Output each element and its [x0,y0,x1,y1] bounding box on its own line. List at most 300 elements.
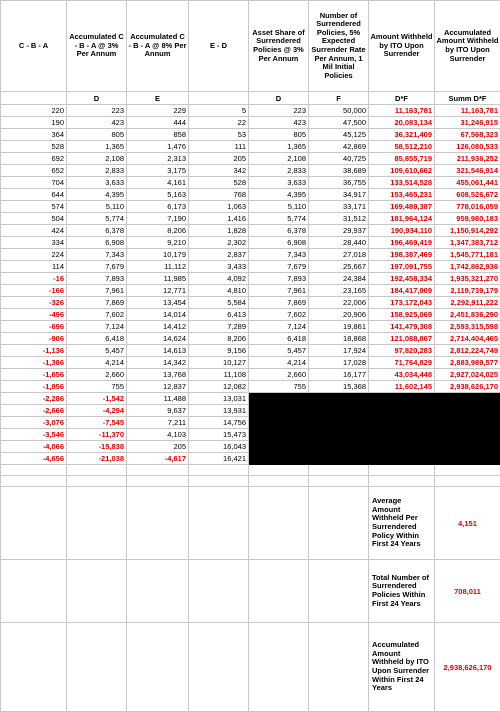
table-cell: 11,112 [127,261,189,273]
table-cell: 6,173 [127,201,189,213]
table-cell: 2,938,626,170 [435,381,500,393]
table-cell: -1,656 [1,369,67,381]
table-cell: 13,768 [127,369,189,381]
table-cell: 364 [1,129,67,141]
column-header: E - D [189,1,249,92]
table-cell: 17,028 [309,357,369,369]
empty-cell [1,560,67,623]
table-row [1,453,500,465]
table-cell: -4,656 [1,453,67,465]
table-cell: 2,714,404,465 [435,333,500,345]
table-row [1,225,500,237]
table-cell [249,453,309,465]
table-row [1,405,500,417]
table-cell: 13,454 [127,297,189,309]
table-cell [435,441,500,453]
table-cell: 29,937 [309,225,369,237]
empty-cell [309,623,369,712]
summary-label: Total Number of Surrendered Policies Within First 24 Years [369,560,435,623]
table-cell: -11,370 [67,429,127,441]
table-cell: 3,433 [189,261,249,273]
empty-cell [67,623,127,712]
table-row [1,189,500,201]
table-cell [309,429,369,441]
header-row [1,1,500,92]
empty-cell [189,487,249,560]
table-cell: 7,602 [67,309,127,321]
table-cell: -2,286 [1,393,67,405]
table-cell: -7,545 [67,417,127,429]
table-cell: 109,610,662 [369,165,435,177]
table-row [1,417,500,429]
table-cell: 2,883,989,577 [435,357,500,369]
table-cell: 6,908 [249,237,309,249]
empty-cell [369,476,435,487]
table-cell: 2,302 [189,237,249,249]
summary-row [1,487,500,560]
table-row [1,393,500,405]
table-cell: 36,321,409 [369,129,435,141]
empty-cell [249,623,309,712]
table-cell [369,441,435,453]
table-cell: 4,214 [67,357,127,369]
table-cell: 22,006 [309,297,369,309]
table-cell [309,417,369,429]
table-cell: 15,368 [309,381,369,393]
table-cell: 574 [1,201,67,213]
table-cell: 2,313 [127,153,189,165]
table-cell: 504 [1,213,67,225]
table-cell: 755 [67,381,127,393]
column-subheader: D [249,92,309,105]
table-cell: -4,294 [67,405,127,417]
table-cell: 1,828 [189,225,249,237]
spacer-row [1,465,500,476]
table-cell: 5,110 [67,201,127,213]
table-cell: 3,633 [67,177,127,189]
table-cell [369,453,435,465]
table-row [1,261,500,273]
table-cell: 321,546,914 [435,165,500,177]
table-cell: 1,545,771,181 [435,249,500,261]
table-row [1,237,500,249]
empty-cell [309,465,369,476]
table-cell: -2,666 [1,405,67,417]
table-row [1,369,500,381]
table-row [1,333,500,345]
empty-cell [189,560,249,623]
table-cell: 42,869 [309,141,369,153]
empty-cell [1,465,67,476]
summary-value: 708,011 [435,560,500,623]
table-cell [309,453,369,465]
table-cell: 5,163 [127,189,189,201]
table-cell: 755 [249,381,309,393]
table-cell: 6,413 [189,309,249,321]
table-cell: -326 [1,297,67,309]
empty-cell [309,487,369,560]
table-cell: 114 [1,261,67,273]
column-subheader [189,92,249,105]
table-cell [309,405,369,417]
summary-label: Average Amount Withheld Per Surrendered Policy Within First 24 Years [369,487,435,560]
table-cell: -1,956 [1,381,67,393]
table-row [1,153,500,165]
column-subheader: D [67,92,127,105]
table-cell: 5,774 [249,213,309,225]
empty-cell [127,476,189,487]
table-cell: 2,927,024,025 [435,369,500,381]
table-cell: 67,568,323 [435,129,500,141]
table-cell: 25,667 [309,261,369,273]
table-cell: 12,771 [127,285,189,297]
table-cell: -3,546 [1,429,67,441]
table-cell [249,429,309,441]
column-header: C - B - A [1,1,67,92]
table-cell: 2,833 [249,165,309,177]
table-cell: 31,246,915 [435,117,500,129]
empty-cell [309,560,369,623]
table-cell: 2,593,315,598 [435,321,500,333]
table-cell: 14,342 [127,357,189,369]
table-cell: 7,869 [249,297,309,309]
empty-cell [189,623,249,712]
table-cell: 16,043 [189,441,249,453]
table-cell: 28,440 [309,237,369,249]
table-cell: 173,172,043 [369,297,435,309]
table-cell: 858 [127,129,189,141]
table-cell: 181,964,124 [369,213,435,225]
table-cell: 141,479,308 [369,321,435,333]
table-row [1,321,500,333]
column-header: Accumulated C - B - A @ 3% Per Annum [67,1,127,92]
table-cell: 7,124 [249,321,309,333]
table-cell: 2,812,224,749 [435,345,500,357]
table-cell: -906 [1,333,67,345]
table-row [1,177,500,189]
table-cell: 3,633 [249,177,309,189]
table-cell: 7,124 [67,321,127,333]
table-cell: 8,206 [127,225,189,237]
table-cell: 190,934,110 [369,225,435,237]
table-cell: 36,755 [309,177,369,189]
table-cell: -15,838 [67,441,127,453]
table-row [1,249,500,261]
subheader-row [1,92,500,105]
table-cell: 20,083,134 [369,117,435,129]
empty-cell [127,487,189,560]
empty-cell [309,476,369,487]
table-cell: 4,103 [127,429,189,441]
table-cell: 17,924 [309,345,369,357]
table-cell: 805 [249,129,309,141]
summary-value: 4,151 [435,487,500,560]
table-cell: 528 [189,177,249,189]
table-cell: 805 [67,129,127,141]
table-cell: 19,861 [309,321,369,333]
table-row [1,357,500,369]
empty-cell [249,476,309,487]
table-cell: 205 [127,441,189,453]
summary-row [1,623,500,712]
table-cell: 1,416 [189,213,249,225]
table-cell: 14,613 [127,345,189,357]
empty-cell [1,487,67,560]
table-cell: 7,211 [127,417,189,429]
table-row [1,345,500,357]
table-cell: 7,343 [249,249,309,261]
table-cell: 97,820,283 [369,345,435,357]
table-cell [309,441,369,453]
table-cell: 1,063 [189,201,249,213]
table-cell: 14,624 [127,333,189,345]
table-cell: 223 [249,105,309,117]
table-cell: 45,125 [309,129,369,141]
table-cell: 1,365 [67,141,127,153]
table-cell: 133,514,528 [369,177,435,189]
column-header: Accumulated Amount Withheld by ITO Upon Surrender [435,1,500,92]
table-cell: 768 [189,189,249,201]
table-row [1,297,500,309]
table-cell: 4,395 [67,189,127,201]
table-cell: 1,476 [127,141,189,153]
table-cell: 47,500 [309,117,369,129]
table-cell [369,393,435,405]
table-cell: 196,469,419 [369,237,435,249]
table-cell: 1,365 [249,141,309,153]
table-cell: 43,034,448 [369,369,435,381]
table-cell: 6,908 [67,237,127,249]
table-row [1,381,500,393]
table-cell: 424 [1,225,67,237]
empty-cell [249,560,309,623]
table-cell: 704 [1,177,67,189]
table-cell: 53 [189,129,249,141]
table-cell: 444 [127,117,189,129]
table-row [1,129,500,141]
table-cell: 608,526,672 [435,189,500,201]
table-cell: 12,082 [189,381,249,393]
table-cell: 71,764,829 [369,357,435,369]
table-cell: 24,384 [309,273,369,285]
column-header: Accumulated C - B - A @ 8% Per Annum [127,1,189,92]
empty-cell [435,476,500,487]
table-cell: 4,214 [249,357,309,369]
table-cell: 959,980,183 [435,213,500,225]
table-cell: 6,378 [249,225,309,237]
empty-cell [189,476,249,487]
table-cell: 2,108 [249,153,309,165]
table-cell: 190 [1,117,67,129]
table-cell [249,417,309,429]
table-cell [249,405,309,417]
table-cell: 7,190 [127,213,189,225]
table-cell: 652 [1,165,67,177]
table-cell: -1,542 [67,393,127,405]
table-cell: 342 [189,165,249,177]
table-cell: 27,018 [309,249,369,261]
table-cell: 423 [67,117,127,129]
table-cell: 13,931 [189,405,249,417]
table-row [1,105,500,117]
table-cell: 10,127 [189,357,249,369]
table-cell: 7,869 [67,297,127,309]
table-cell: 229 [127,105,189,117]
table-cell: 1,935,321,270 [435,273,500,285]
table-cell: 8,206 [189,333,249,345]
table-cell [249,441,309,453]
empty-cell [249,465,309,476]
table-cell: 6,418 [249,333,309,345]
table-cell: 1,150,914,292 [435,225,500,237]
column-subheader: Summ D*F [435,92,500,105]
table-row [1,213,500,225]
table-cell: 192,458,334 [369,273,435,285]
table-cell: 12,837 [127,381,189,393]
table-cell: 23,165 [309,285,369,297]
table-cell: 7,961 [67,285,127,297]
summary-label: Accumulated Amount Withheld by ITO Upon Surrender Within First 24 Years [369,623,435,712]
empty-cell [189,465,249,476]
table-row [1,441,500,453]
column-subheader: D*F [369,92,435,105]
table-cell: 11,602,145 [369,381,435,393]
table-cell: 2,292,911,222 [435,297,500,309]
table-cell [435,417,500,429]
table-cell: -16 [1,273,67,285]
summary-row [1,560,500,623]
table-cell: 40,725 [309,153,369,165]
table-cell: 13,031 [189,393,249,405]
table-cell: 644 [1,189,67,201]
table-cell: 5,774 [67,213,127,225]
table-cell: 4,810 [189,285,249,297]
table-row [1,309,500,321]
table-row [1,141,500,153]
table-cell: 5,584 [189,297,249,309]
table-cell: 211,936,252 [435,153,500,165]
table-cell: 2,119,739,179 [435,285,500,297]
table-cell: 9,156 [189,345,249,357]
table-cell: 58,512,210 [369,141,435,153]
table-cell: 205 [189,153,249,165]
table-cell [369,405,435,417]
column-header: Asset Share of Surrendered Policies @ 3% Per Annum [249,1,309,92]
table-cell: 5,110 [249,201,309,213]
table-cell [369,417,435,429]
empty-cell [127,623,189,712]
table-cell: 16,421 [189,453,249,465]
table-cell: 2,660 [249,369,309,381]
table-cell: 11,163,781 [369,105,435,117]
table-cell: 38,689 [309,165,369,177]
table-cell: 18,868 [309,333,369,345]
table-cell: 528 [1,141,67,153]
table-cell: 7,679 [249,261,309,273]
table-row [1,273,500,285]
empty-cell [67,476,127,487]
table-cell: 15,473 [189,429,249,441]
table-cell: 14,756 [189,417,249,429]
table-cell: -166 [1,285,67,297]
table-cell: 5,457 [67,345,127,357]
column-subheader [1,92,67,105]
table-row [1,165,500,177]
table-cell: 14,014 [127,309,189,321]
table-row [1,117,500,129]
table-cell: 6,418 [67,333,127,345]
table-cell: 184,417,909 [369,285,435,297]
table-cell: 423 [249,117,309,129]
table-cell: 169,489,387 [369,201,435,213]
table-cell: 22 [189,117,249,129]
table-cell: 455,061,441 [435,177,500,189]
table-cell: 4,092 [189,273,249,285]
empty-cell [435,465,500,476]
table-cell: -496 [1,309,67,321]
table-cell: 31,512 [309,213,369,225]
table-cell: 220 [1,105,67,117]
table-cell: 7,893 [249,273,309,285]
table-cell: 7,343 [67,249,127,261]
table-cell: 9,637 [127,405,189,417]
table-cell: 10,179 [127,249,189,261]
table-cell: 9,210 [127,237,189,249]
table-cell: -3,076 [1,417,67,429]
table-cell: 778,016,059 [435,201,500,213]
table-cell: 7,893 [67,273,127,285]
table-cell: 4,395 [249,189,309,201]
table-cell: -1,136 [1,345,67,357]
table-cell: 2,451,836,290 [435,309,500,321]
table-cell: 3,175 [127,165,189,177]
empty-cell [1,476,67,487]
table-cell: 11,488 [127,393,189,405]
table-cell: 11,163,781 [435,105,500,117]
table-cell: 5,457 [249,345,309,357]
column-header: Number of Surrendered Policies, 5% Expected Surrender Rate Per Annum, 1 Mil Initial Policies [309,1,369,92]
table-cell: 111 [189,141,249,153]
table-cell: 7,289 [189,321,249,333]
empty-cell [67,487,127,560]
empty-cell [369,465,435,476]
table-row [1,201,500,213]
table-cell: 16,177 [309,369,369,381]
column-subheader: E [127,92,189,105]
table-cell: -4,066 [1,441,67,453]
table-cell: 126,080,533 [435,141,500,153]
table-cell: 33,171 [309,201,369,213]
table-cell: 121,088,867 [369,333,435,345]
table-cell: 1,347,383,712 [435,237,500,249]
table-cell [435,405,500,417]
table-cell [369,429,435,441]
table-cell: 2,108 [67,153,127,165]
column-header: Amount Withheld by ITO Upon Surrender [369,1,435,92]
spacer-row [1,476,500,487]
table-cell: 50,000 [309,105,369,117]
table-cell [435,429,500,441]
table-cell: 692 [1,153,67,165]
table-cell: 20,906 [309,309,369,321]
column-subheader: F [309,92,369,105]
table-cell: 7,961 [249,285,309,297]
table-row [1,429,500,441]
table-cell: 153,465,231 [369,189,435,201]
table-cell: 11,108 [189,369,249,381]
empty-cell [127,465,189,476]
table-cell [249,393,309,405]
